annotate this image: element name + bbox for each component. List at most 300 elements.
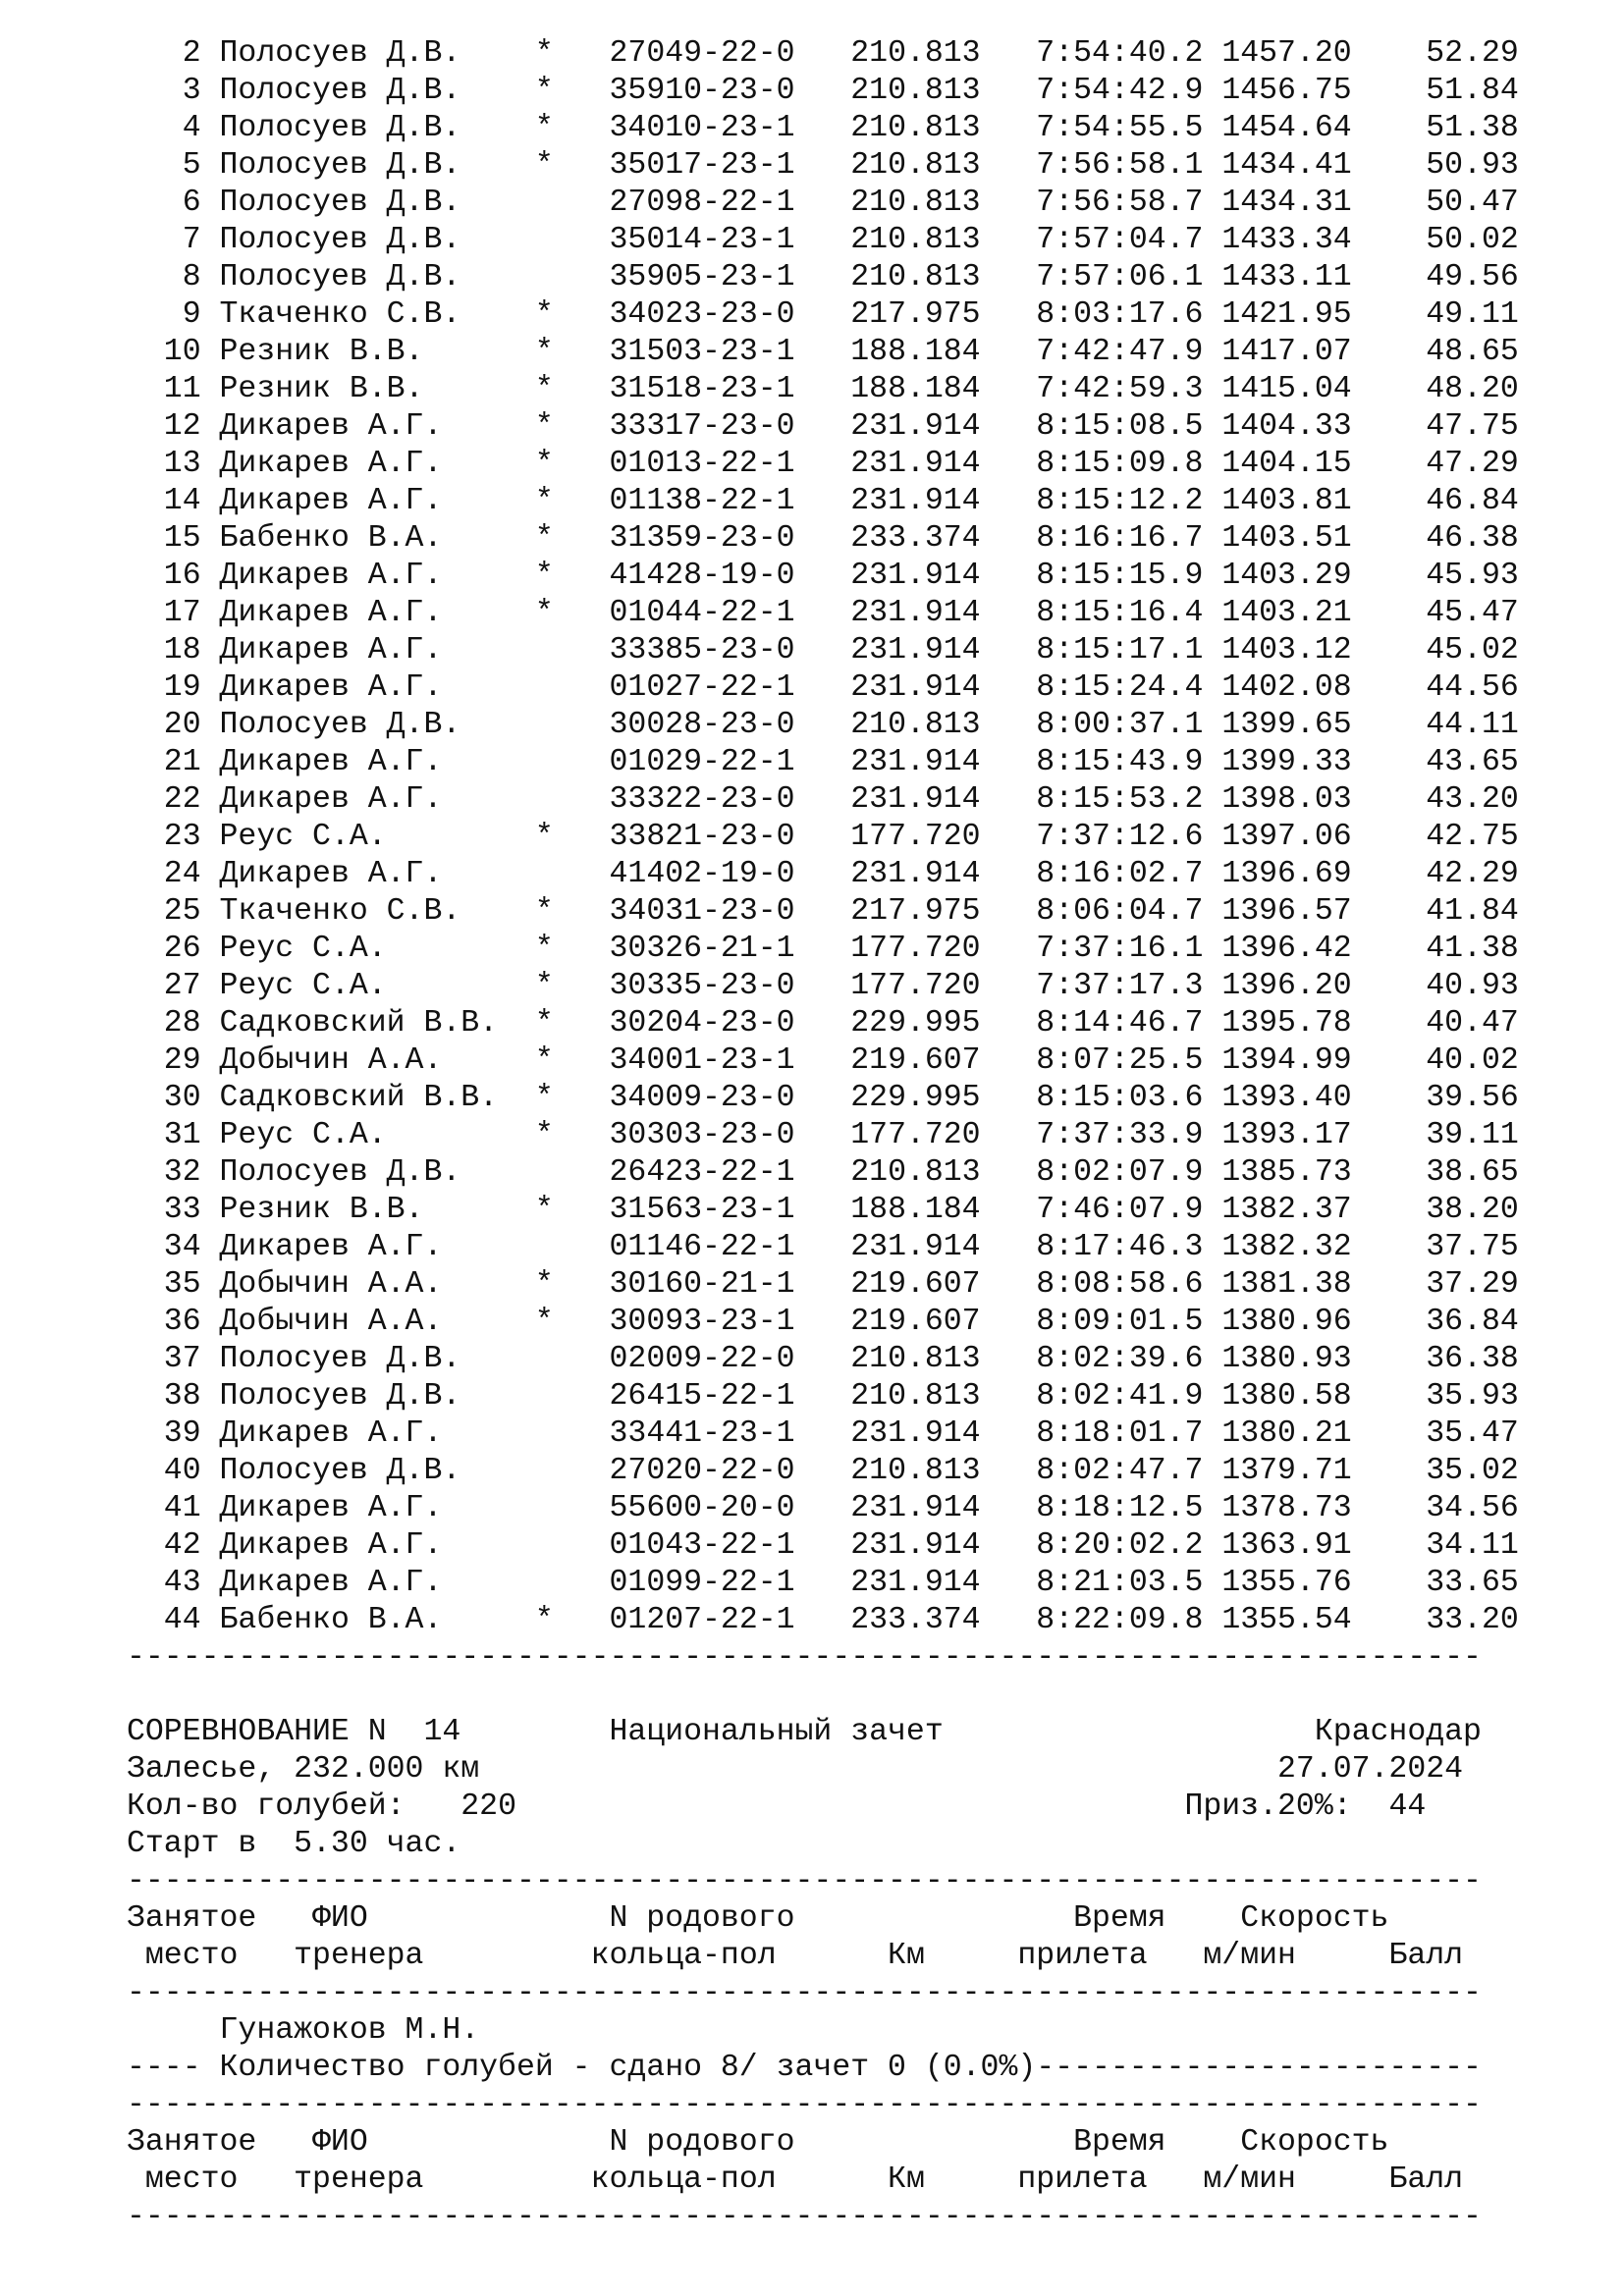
place-cell: 44: [127, 1603, 201, 1637]
place-cell: 31: [127, 1118, 201, 1152]
trainer-cell: Бабенко В.А.: [219, 521, 499, 556]
header-speed: Скорость: [1240, 2125, 1389, 2160]
ring-cell: 01043-22-1: [609, 1528, 795, 1563]
ring-cell: 01029-22-1: [609, 745, 795, 779]
ring-cell: 01207-22-1: [609, 1603, 795, 1637]
points-cell: 35.93: [1351, 1379, 1519, 1414]
place-cell: 32: [127, 1155, 201, 1190]
speed-cell: 1404.15: [1221, 447, 1352, 481]
km-cell: 231.914: [850, 1491, 981, 1525]
table-row: [127, 744, 1519, 781]
speed-cell: 1382.37: [1221, 1193, 1352, 1227]
trainer-cell: Полосуев Д.В.: [219, 1379, 499, 1414]
trainer-cell: Дикарев А.Г.: [219, 1416, 499, 1451]
header-name: ФИО: [312, 2125, 610, 2160]
divider: -------------------------------------------------------------------------: [127, 2088, 1482, 2122]
mark-cell: *: [534, 1603, 554, 1637]
ring-cell: 31563-23-1: [609, 1193, 795, 1227]
km-cell: 210.813: [850, 74, 981, 108]
time-cell: 7:37:17.3: [1017, 969, 1204, 1003]
points-cell: 45.47: [1351, 596, 1519, 630]
place-cell: 19: [127, 670, 201, 705]
points-cell: 45.02: [1351, 633, 1519, 667]
points-cell: 40.47: [1351, 1006, 1519, 1041]
time-cell: 7:57:04.7: [1017, 223, 1204, 257]
trainer-cell: Реус С.А.: [219, 1118, 499, 1152]
km-cell: 188.184: [850, 372, 981, 406]
ring-cell: 34023-23-0: [609, 297, 795, 332]
points-cell: 39.11: [1351, 1118, 1519, 1152]
place-cell: 27: [127, 969, 201, 1003]
time-cell: 8:07:25.5: [1017, 1043, 1204, 1078]
table-row: [127, 222, 1519, 259]
trainer-cell: Реус С.А.: [219, 969, 499, 1003]
trainer-cell: Резник В.В.: [219, 335, 499, 369]
count-label: Кол-во голубей:: [127, 1789, 406, 1824]
time-cell: 8:17:46.3: [1017, 1230, 1204, 1264]
table-row: [127, 819, 1519, 856]
speed-cell: 1378.73: [1221, 1491, 1352, 1525]
speed-cell: 1396.69: [1221, 857, 1352, 891]
place-cell: 12: [127, 409, 201, 444]
points-cell: 51.38: [1351, 111, 1519, 145]
header-time-2: прилета: [1017, 1939, 1204, 1973]
mark-cell: [535, 1155, 554, 1190]
ring-cell: 33322-23-0: [609, 782, 795, 817]
km-cell: 188.184: [850, 1193, 981, 1227]
km-cell: 233.374: [850, 521, 981, 556]
first-header-row-1: [127, 1900, 1519, 1938]
speed-cell: 1403.12: [1221, 633, 1352, 667]
speed-cell: 1393.17: [1221, 1118, 1352, 1152]
km-cell: 231.914: [850, 559, 981, 593]
speed-cell: 1380.96: [1221, 1305, 1352, 1339]
header-speed-2: м/мин: [1203, 1939, 1389, 1973]
place-cell: 41: [127, 1491, 201, 1525]
trainer-cell: Полосуев Д.В.: [219, 186, 499, 220]
mark-cell: *: [534, 596, 554, 630]
place-cell: 20: [127, 708, 201, 742]
time-cell: 8:06:04.7: [1017, 894, 1204, 929]
points-cell: 40.93: [1351, 969, 1519, 1003]
points-cell: 45.93: [1351, 559, 1519, 593]
time-cell: 8:02:47.7: [1017, 1454, 1204, 1488]
trainer-cell: Резник В.В.: [219, 372, 499, 406]
points-cell: 38.65: [1351, 1155, 1519, 1190]
place-cell: 17: [127, 596, 201, 630]
trainer-cell: Ткаченко С.В.: [219, 894, 499, 929]
time-cell: 7:37:16.1: [1017, 932, 1204, 966]
points-cell: 50.93: [1351, 148, 1519, 183]
trainer-cell: Полосуев Д.В.: [219, 708, 499, 742]
ring-cell: 33441-23-1: [609, 1416, 795, 1451]
ring-cell: 02009-22-0: [609, 1342, 795, 1376]
ring-cell: 35910-23-0: [609, 74, 795, 108]
place-cell: 16: [127, 559, 201, 593]
mark-cell: [535, 708, 554, 742]
time-cell: 8:15:08.5: [1017, 409, 1204, 444]
mark-cell: [535, 782, 554, 817]
points-cell: 46.38: [1351, 521, 1519, 556]
summary-line: ---- Количество голубей - сдано 8/ зачет 0 (0.0%)------------------------: [127, 2051, 1482, 2085]
table-row: [127, 1565, 1519, 1602]
km-cell: 233.374: [850, 1603, 981, 1637]
table-row: [127, 1005, 1519, 1042]
place-cell: 3: [127, 74, 201, 108]
place-cell: 25: [127, 894, 201, 929]
km-cell: 210.813: [850, 223, 981, 257]
place-cell: 35: [127, 1267, 201, 1302]
mark-cell: *: [534, 111, 554, 145]
table-row: [127, 558, 1519, 595]
km-cell: 231.914: [850, 447, 981, 481]
km-cell: 231.914: [850, 1528, 981, 1563]
time-cell: 7:42:47.9: [1017, 335, 1204, 369]
table-row: [127, 73, 1519, 110]
mark-cell: *: [534, 335, 554, 369]
table-row: [127, 968, 1519, 1005]
divider: -------------------------------------------------------------------------: [127, 1976, 1482, 2010]
km-cell: 229.995: [850, 1006, 981, 1041]
table-row: [127, 520, 1519, 558]
ring-cell: 30093-23-1: [609, 1305, 795, 1339]
mark-cell: [535, 1566, 554, 1600]
header-name-2: тренера: [294, 1939, 591, 1973]
trainer-name: Гунажоков М.Н.: [219, 2013, 480, 2048]
points-cell: 44.56: [1351, 670, 1519, 705]
table-row: [127, 408, 1519, 446]
header-name: ФИО: [312, 1901, 610, 1936]
table-row: [127, 707, 1519, 744]
header-place-2: место: [127, 1939, 295, 1973]
mark-cell: [535, 1416, 554, 1451]
header-time-2: прилета: [1017, 2163, 1204, 2197]
points-cell: 42.29: [1351, 857, 1519, 891]
points-cell: 52.29: [1351, 36, 1519, 71]
trainer-cell: Добычин А.А.: [219, 1043, 499, 1078]
mark-cell: *: [534, 1043, 554, 1078]
ring-cell: 35905-23-1: [609, 260, 795, 294]
mark-cell: [535, 1491, 554, 1525]
blank-line: [127, 1677, 1519, 1714]
points-cell: 33.20: [1351, 1603, 1519, 1637]
km-cell: 229.995: [850, 1081, 981, 1115]
points-cell: 48.65: [1351, 335, 1519, 369]
ring-cell: 41402-19-0: [609, 857, 795, 891]
speed-cell: 1415.04: [1221, 372, 1352, 406]
competition-city: Краснодар: [1314, 1715, 1482, 1749]
speed-cell: 1398.03: [1221, 782, 1352, 817]
points-cell: 36.84: [1351, 1305, 1519, 1339]
points-cell: 51.84: [1351, 74, 1519, 108]
trainer-cell: Бабенко В.А.: [219, 1603, 499, 1637]
ring-cell: 31518-23-1: [609, 372, 795, 406]
mark-cell: *: [534, 820, 554, 854]
km-cell: 210.813: [850, 1454, 981, 1488]
trainer-cell: Добычин А.А.: [219, 1305, 499, 1339]
competition-title-line: [127, 1714, 1519, 1751]
table-row: [127, 147, 1519, 185]
place-cell: 28: [127, 1006, 201, 1041]
results-document: [127, 35, 1519, 2236]
trainer-cell: Дикарев А.Г.: [219, 633, 499, 667]
km-cell: 210.813: [850, 148, 981, 183]
time-cell: 7:54:55.5: [1017, 111, 1204, 145]
header-points: Балл: [1388, 1939, 1464, 1973]
speed-cell: 1396.57: [1221, 894, 1352, 929]
time-cell: 8:00:37.1: [1017, 708, 1204, 742]
km-cell: 210.813: [850, 36, 981, 71]
km-cell: 231.914: [850, 596, 981, 630]
mark-cell: *: [534, 74, 554, 108]
km-cell: 231.914: [850, 484, 981, 518]
time-cell: 7:56:58.7: [1017, 186, 1204, 220]
table-row: [127, 446, 1519, 483]
header-ring: N родового: [609, 2125, 1074, 2160]
trainer-cell: Садковский В.В.: [219, 1081, 499, 1115]
km-cell: 177.720: [850, 932, 981, 966]
km-cell: 231.914: [850, 857, 981, 891]
table-row: [127, 893, 1519, 931]
divider: -------------------------------------------------------------------------: [127, 1640, 1482, 1675]
mark-cell: *: [534, 36, 554, 71]
km-cell: 231.914: [850, 1230, 981, 1264]
ring-cell: 41428-19-0: [609, 559, 795, 593]
table-row: [127, 1266, 1519, 1304]
ring-cell: 26423-22-1: [609, 1155, 795, 1190]
speed-cell: 1355.76: [1221, 1566, 1352, 1600]
trainer-cell: Полосуев Д.В.: [219, 36, 499, 71]
ring-cell: 34009-23-0: [609, 1081, 795, 1115]
place-cell: 29: [127, 1043, 201, 1078]
mark-cell: *: [534, 484, 554, 518]
place-cell: 38: [127, 1379, 201, 1414]
mark-cell: *: [534, 1118, 554, 1152]
mark-cell: [535, 1230, 554, 1264]
table-row: [127, 1378, 1519, 1415]
time-cell: 8:16:02.7: [1017, 857, 1204, 891]
speed-cell: 1434.41: [1221, 148, 1352, 183]
place-cell: 37: [127, 1342, 201, 1376]
table-row: [127, 1341, 1519, 1378]
header-km: Км: [888, 1939, 1018, 1973]
time-cell: 8:14:46.7: [1017, 1006, 1204, 1041]
km-cell: 231.914: [850, 782, 981, 817]
table-row: [127, 669, 1519, 707]
speed-cell: 1456.75: [1221, 74, 1352, 108]
header-ring: N родового: [609, 1901, 1074, 1936]
speed-cell: 1363.91: [1221, 1528, 1352, 1563]
mark-cell: [535, 1379, 554, 1414]
points-cell: 33.65: [1351, 1566, 1519, 1600]
trainer-line: [127, 2012, 1519, 2050]
place-cell: 26: [127, 932, 201, 966]
competition-count-line: [127, 1789, 1519, 1826]
divider: -------------------------------------------------------------------------: [127, 1864, 1482, 1898]
table-row: [127, 185, 1519, 222]
speed-cell: 1403.51: [1221, 521, 1352, 556]
trainer-cell: Полосуев Д.В.: [219, 74, 499, 108]
trainer-cell: Дикарев А.Г.: [219, 484, 499, 518]
ring-cell: 01013-22-1: [609, 447, 795, 481]
trainer-cell: Дикарев А.Г.: [219, 596, 499, 630]
mark-cell: [535, 1342, 554, 1376]
speed-cell: 1403.29: [1221, 559, 1352, 593]
time-cell: 8:02:07.9: [1017, 1155, 1204, 1190]
table-row: [127, 1453, 1519, 1490]
speed-cell: 1421.95: [1221, 297, 1352, 332]
trainer-cell: Полосуев Д.В.: [219, 1155, 499, 1190]
place-cell: 33: [127, 1193, 201, 1227]
competition-date: 27.07.2024: [1277, 1752, 1464, 1787]
points-cell: 47.75: [1351, 409, 1519, 444]
speed-cell: 1434.31: [1221, 186, 1352, 220]
header-points: Балл: [1388, 2163, 1464, 2197]
mark-cell: [535, 745, 554, 779]
ring-cell: 31359-23-0: [609, 521, 795, 556]
ring-cell: 01138-22-1: [609, 484, 795, 518]
speed-cell: 1402.08: [1221, 670, 1352, 705]
mark-cell: *: [534, 447, 554, 481]
speed-cell: 1397.06: [1221, 820, 1352, 854]
mark-cell: *: [534, 1267, 554, 1302]
place-cell: 34: [127, 1230, 201, 1264]
ring-cell: 35014-23-1: [609, 223, 795, 257]
ring-cell: 27049-22-0: [609, 36, 795, 71]
speed-cell: 1457.20: [1221, 36, 1352, 71]
ring-cell: 30326-21-1: [609, 932, 795, 966]
mark-cell: *: [534, 297, 554, 332]
trainer-cell: Полосуев Д.В.: [219, 223, 499, 257]
points-cell: 41.38: [1351, 932, 1519, 966]
speed-cell: 1396.20: [1221, 969, 1352, 1003]
speed-cell: 1396.42: [1221, 932, 1352, 966]
ring-cell: 01099-22-1: [609, 1566, 795, 1600]
mark-cell: [535, 1454, 554, 1488]
ring-cell: 33317-23-0: [609, 409, 795, 444]
ring-cell: 27098-22-1: [609, 186, 795, 220]
mark-cell: *: [534, 521, 554, 556]
km-cell: 210.813: [850, 260, 981, 294]
km-cell: 231.914: [850, 745, 981, 779]
first-header-row-2: [127, 1938, 1519, 1975]
points-cell: 35.02: [1351, 1454, 1519, 1488]
table-row: [127, 1490, 1519, 1527]
mark-cell: *: [534, 148, 554, 183]
trainer-cell: Полосуев Д.В.: [219, 148, 499, 183]
time-cell: 8:15:12.2: [1017, 484, 1204, 518]
table-row: [127, 1527, 1519, 1565]
time-cell: 8:15:24.4: [1017, 670, 1204, 705]
ring-cell: 26415-22-1: [609, 1379, 795, 1414]
ring-cell: 01146-22-1: [609, 1230, 795, 1264]
place-cell: 13: [127, 447, 201, 481]
table-row: [127, 334, 1519, 371]
ring-cell: 30303-23-0: [609, 1118, 795, 1152]
km-cell: 219.607: [850, 1043, 981, 1078]
table-row: [127, 1117, 1519, 1154]
time-cell: 8:15:09.8: [1017, 447, 1204, 481]
header-place: Занятое: [127, 1901, 313, 1936]
points-cell: 38.20: [1351, 1193, 1519, 1227]
place-cell: 5: [127, 148, 201, 183]
km-cell: 210.813: [850, 1155, 981, 1190]
points-cell: 40.02: [1351, 1043, 1519, 1078]
mark-cell: [535, 633, 554, 667]
prize-label: Приз.20%:: [1184, 1789, 1352, 1824]
km-cell: 210.813: [850, 1379, 981, 1414]
mark-cell: *: [534, 409, 554, 444]
place-cell: 24: [127, 857, 201, 891]
header-place-2: место: [127, 2163, 295, 2197]
trainer-cell: Резник В.В.: [219, 1193, 499, 1227]
speed-cell: 1403.81: [1221, 484, 1352, 518]
points-cell: 41.84: [1351, 894, 1519, 929]
count-value: 220: [460, 1789, 1185, 1824]
speed-cell: 1454.64: [1221, 111, 1352, 145]
table-row: [127, 483, 1519, 520]
time-cell: 8:15:53.2: [1017, 782, 1204, 817]
time-cell: 7:56:58.1: [1017, 148, 1204, 183]
table-row: [127, 595, 1519, 632]
place-cell: 23: [127, 820, 201, 854]
trainer-cell: Дикарев А.Г.: [219, 857, 499, 891]
table-row: [127, 1602, 1519, 1639]
table-row: [127, 632, 1519, 669]
points-cell: 42.75: [1351, 820, 1519, 854]
trainer-cell: Ткаченко С.В.: [219, 297, 499, 332]
trainer-cell: Дикарев А.Г.: [219, 670, 499, 705]
km-cell: 219.607: [850, 1267, 981, 1302]
table-row: [127, 781, 1519, 819]
km-cell: 177.720: [850, 1118, 981, 1152]
table-row: [127, 1042, 1519, 1080]
time-cell: 8:22:09.8: [1017, 1603, 1204, 1637]
points-cell: 48.20: [1351, 372, 1519, 406]
km-cell: 231.914: [850, 409, 981, 444]
points-cell: 50.47: [1351, 186, 1519, 220]
place-cell: 6: [127, 186, 201, 220]
trainer-cell: Реус С.А.: [219, 932, 499, 966]
ring-cell: 33821-23-0: [609, 820, 795, 854]
time-cell: 8:16:16.7: [1017, 521, 1204, 556]
trainer-cell: Дикарев А.Г.: [219, 1230, 499, 1264]
km-cell: 231.914: [850, 1416, 981, 1451]
points-cell: 50.02: [1351, 223, 1519, 257]
place-cell: 2: [127, 36, 201, 71]
speed-cell: 1399.33: [1221, 745, 1352, 779]
trainer-cell: Дикарев А.Г.: [219, 1566, 499, 1600]
time-cell: 8:18:12.5: [1017, 1491, 1204, 1525]
speed-cell: 1382.32: [1221, 1230, 1352, 1264]
trainer-cell: Дикарев А.Г.: [219, 409, 499, 444]
second-header-row-1: [127, 2124, 1519, 2162]
table-row: [127, 931, 1519, 968]
place-cell: 42: [127, 1528, 201, 1563]
speed-cell: 1404.33: [1221, 409, 1352, 444]
competition-start-line: [127, 1826, 1519, 1863]
table-row: [127, 259, 1519, 296]
ring-cell: 34031-23-0: [609, 894, 795, 929]
time-cell: 8:09:01.5: [1017, 1305, 1204, 1339]
mark-cell: *: [534, 969, 554, 1003]
points-cell: 35.47: [1351, 1416, 1519, 1451]
ring-cell: 34001-23-1: [609, 1043, 795, 1078]
place-cell: 4: [127, 111, 201, 145]
place-cell: 21: [127, 745, 201, 779]
speed-cell: 1380.93: [1221, 1342, 1352, 1376]
speed-cell: 1403.21: [1221, 596, 1352, 630]
